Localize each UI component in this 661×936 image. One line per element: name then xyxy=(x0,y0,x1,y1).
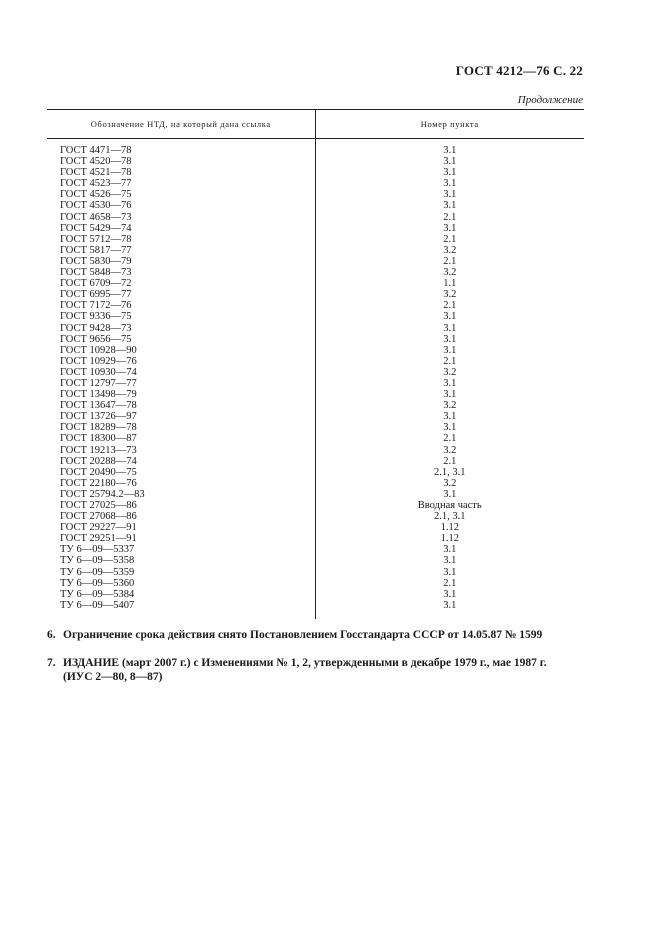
note-6 xyxy=(47,628,587,642)
document-designation-cell: ГОСТ 5830—79 xyxy=(47,256,315,267)
document-designation-cell: ГОСТ 7172—76 xyxy=(47,300,315,311)
clause-number-cell: 3.1 xyxy=(443,422,457,434)
clause-number-cell: 3.2 xyxy=(443,366,457,378)
clause-number-cell: 3.1 xyxy=(443,566,457,578)
table-row xyxy=(47,445,584,456)
document-designation-cell: ГОСТ 5848—73 xyxy=(47,267,315,278)
page-header: ГОСТ 4212—76 С. 22 xyxy=(455,63,583,78)
clause-number-cell: 2.1 xyxy=(443,433,457,445)
table-row xyxy=(47,367,584,378)
table-row xyxy=(47,256,584,267)
clause-number-cell: 3.1 xyxy=(443,555,457,567)
note-7-text-line1: ИЗДАНИЕ (март 2007 г.) с Изменениями № 1, 2, утвержденными в декабре 1979 г., мае 1987 г. xyxy=(63,657,547,669)
clause-number-cell: 3.1 xyxy=(443,189,457,201)
document-designation-cell: ГОСТ 13726—97 xyxy=(47,411,315,422)
table-row xyxy=(47,411,584,422)
clause-number-cell: 1.1 xyxy=(443,278,457,290)
table-row xyxy=(47,389,584,400)
table-row xyxy=(47,378,584,389)
document-designation-cell: ГОСТ 12797—77 xyxy=(47,378,315,389)
clause-number-cell: 3.1 xyxy=(443,322,457,334)
table-header-row xyxy=(47,110,584,139)
document-designation-cell: ГОСТ 29251—91 xyxy=(47,533,315,544)
table-row xyxy=(47,589,584,600)
table-row xyxy=(47,433,584,444)
clause-number-cell: 3.1 xyxy=(443,167,457,179)
document-designation-cell: ГОСТ 18289—78 xyxy=(47,422,315,433)
document-designation-cell: ГОСТ 27068—86 xyxy=(47,511,315,522)
document-designation-cell: ГОСТ 4521—78 xyxy=(47,167,315,178)
clause-number-cell: 1.12 xyxy=(440,533,459,545)
table-row xyxy=(47,422,584,433)
document-designation-cell: ГОСТ 13498—79 xyxy=(47,389,315,400)
document-designation-cell: ГОСТ 22180—76 xyxy=(47,478,315,489)
document-designation-cell: ГОСТ 25794.2—83 xyxy=(47,489,315,500)
table-row xyxy=(47,311,584,322)
column-header-document: Обозначение НТД, на который дана ссылка xyxy=(47,110,315,139)
document-designation-cell: ГОСТ 4523—77 xyxy=(47,178,315,189)
table-row xyxy=(47,234,584,245)
table-row xyxy=(47,356,584,367)
table-row xyxy=(47,167,584,178)
clause-number-cell: 3.1 xyxy=(443,145,457,156)
document-designation-cell: ГОСТ 9656—75 xyxy=(47,334,315,345)
table-row xyxy=(47,200,584,211)
document-designation-cell: ГОСТ 4520—78 xyxy=(47,156,315,167)
column-header-clause: Номер пункта xyxy=(315,110,584,139)
table-row xyxy=(47,212,584,223)
document-designation-cell: ГОСТ 5429—74 xyxy=(47,223,315,234)
table-row xyxy=(47,334,584,345)
clause-number-cell: 3.2 xyxy=(443,444,457,456)
document-designation-cell: ТУ 6—09—5384 xyxy=(47,589,315,600)
table-row xyxy=(47,156,584,167)
clause-number-cell: 3.2 xyxy=(443,400,457,412)
document-designation-cell: ГОСТ 4471—78 xyxy=(47,145,315,156)
table-row xyxy=(47,522,584,533)
continuation-label: Продолжение xyxy=(517,94,583,106)
note-6-number: 6. xyxy=(47,629,56,641)
table-row xyxy=(47,300,584,311)
clause-number-cell: 2.1, 3.1 xyxy=(434,466,466,478)
note-7-text-line2: (ИУС 2—80, 8—87) xyxy=(63,671,163,683)
document-designation-cell: ГОСТ 6709—72 xyxy=(47,278,315,289)
document-designation-cell: ГОСТ 20490—75 xyxy=(47,467,315,478)
clause-number-cell: 2.1, 3.1 xyxy=(434,511,466,523)
clause-number-cell: 3.1 xyxy=(443,377,457,389)
clause-number-cell: 3.1 xyxy=(443,599,457,611)
table-row xyxy=(47,189,584,200)
table-row xyxy=(47,578,584,589)
table-row xyxy=(47,511,584,522)
clause-number-cell: 3.1 xyxy=(443,389,457,401)
clause-number-cell: 3.1 xyxy=(443,311,457,323)
note-7-number: 7. xyxy=(47,657,56,669)
clause-number-cell: 3.1 xyxy=(443,411,457,423)
table-body xyxy=(47,139,584,619)
table-row xyxy=(47,600,584,619)
clause-number-cell: 3.1 xyxy=(443,333,457,345)
table-row xyxy=(47,567,584,578)
table-row xyxy=(47,478,584,489)
table-row xyxy=(47,500,584,511)
clause-number-cell: 2.1 xyxy=(443,233,457,245)
document-designation-cell: ГОСТ 13647—78 xyxy=(47,400,315,411)
document-designation-cell: ГОСТ 9428—73 xyxy=(47,323,315,334)
document-designation-cell: ГОСТ 27025—86 xyxy=(47,500,315,511)
table-row xyxy=(47,544,584,555)
document-designation-cell: ГОСТ 29227—91 xyxy=(47,522,315,533)
clause-number-cell: 3.1 xyxy=(443,222,457,234)
clause-number-cell: 3.2 xyxy=(443,244,457,256)
clause-number-cell: 2.1 xyxy=(443,211,457,223)
table-row xyxy=(47,456,584,467)
document-designation-cell: ТУ 6—09—5407 xyxy=(47,600,315,619)
clause-number-cell: 3.1 xyxy=(443,544,457,556)
clause-number-cell: 3.1 xyxy=(443,588,457,600)
document-designation-cell: ГОСТ 19213—73 xyxy=(47,445,315,456)
reference-table xyxy=(47,109,584,619)
document-designation-cell: ГОСТ 4658—73 xyxy=(47,212,315,223)
table-row xyxy=(47,278,584,289)
table-row xyxy=(47,267,584,278)
table-row xyxy=(47,555,584,566)
document-designation-cell: ГОСТ 5712—78 xyxy=(47,234,315,245)
clause-number-cell: 2.1 xyxy=(443,355,457,367)
document-designation-cell: ТУ 6—09—5337 xyxy=(47,544,315,555)
clause-number-cell: 3.1 xyxy=(443,344,457,356)
table-row xyxy=(47,223,584,234)
clause-number-cell: 3.2 xyxy=(443,267,457,279)
document-designation-cell: ГОСТ 4526—75 xyxy=(47,189,315,200)
table-row xyxy=(47,467,584,478)
document-designation-cell: ГОСТ 20288—74 xyxy=(47,456,315,467)
note-6-text: Ограничение срока действия снято Постановлением Госстандарта СССР от 14.05.87 № 1599 xyxy=(63,629,543,641)
clause-number-cell: Вводная часть xyxy=(417,500,482,511)
clause-number-cell: 2.1 xyxy=(443,455,457,467)
clause-number-cell: 2.1 xyxy=(443,577,457,589)
clause-number-cell: 2.1 xyxy=(443,300,457,312)
clause-number-cell: 1.12 xyxy=(440,522,459,534)
document-designation-cell: ТУ 6—09—5359 xyxy=(47,567,315,578)
clause-number-cell: 3.2 xyxy=(443,289,457,301)
note-7 xyxy=(47,656,587,684)
clause-number-cell: 2.1 xyxy=(443,255,457,267)
table-row xyxy=(47,245,584,256)
document-designation-cell: ГОСТ 6995—77 xyxy=(47,289,315,300)
clause-number-cell: 3.1 xyxy=(443,200,457,212)
clause-number-cell: 3.1 xyxy=(443,156,457,168)
clause-number-cell: 3.1 xyxy=(443,488,457,500)
document-designation-cell: ГОСТ 10930—74 xyxy=(47,367,315,378)
document-designation-cell: ТУ 6—09—5358 xyxy=(47,555,315,566)
document-designation-cell: ГОСТ 18300—87 xyxy=(47,433,315,444)
table-row xyxy=(47,489,584,500)
table-row xyxy=(47,178,584,189)
table-row xyxy=(47,145,584,156)
document-designation-cell: ГОСТ 4530—76 xyxy=(47,200,315,211)
table-row xyxy=(47,323,584,334)
document-designation-cell: ГОСТ 10928—90 xyxy=(47,345,315,356)
table-row xyxy=(47,345,584,356)
table-row xyxy=(47,533,584,544)
document-designation-cell: ГОСТ 10929—76 xyxy=(47,356,315,367)
document-designation-cell: ГОСТ 5817—77 xyxy=(47,245,315,256)
table-row xyxy=(47,289,584,300)
clause-number-cell: 3.1 xyxy=(443,178,457,190)
document-designation-cell: ТУ 6—09—5360 xyxy=(47,578,315,589)
document-designation-cell: ГОСТ 9336—75 xyxy=(47,311,315,322)
clause-number-cell: 3.2 xyxy=(443,477,457,489)
table-row xyxy=(47,400,584,411)
